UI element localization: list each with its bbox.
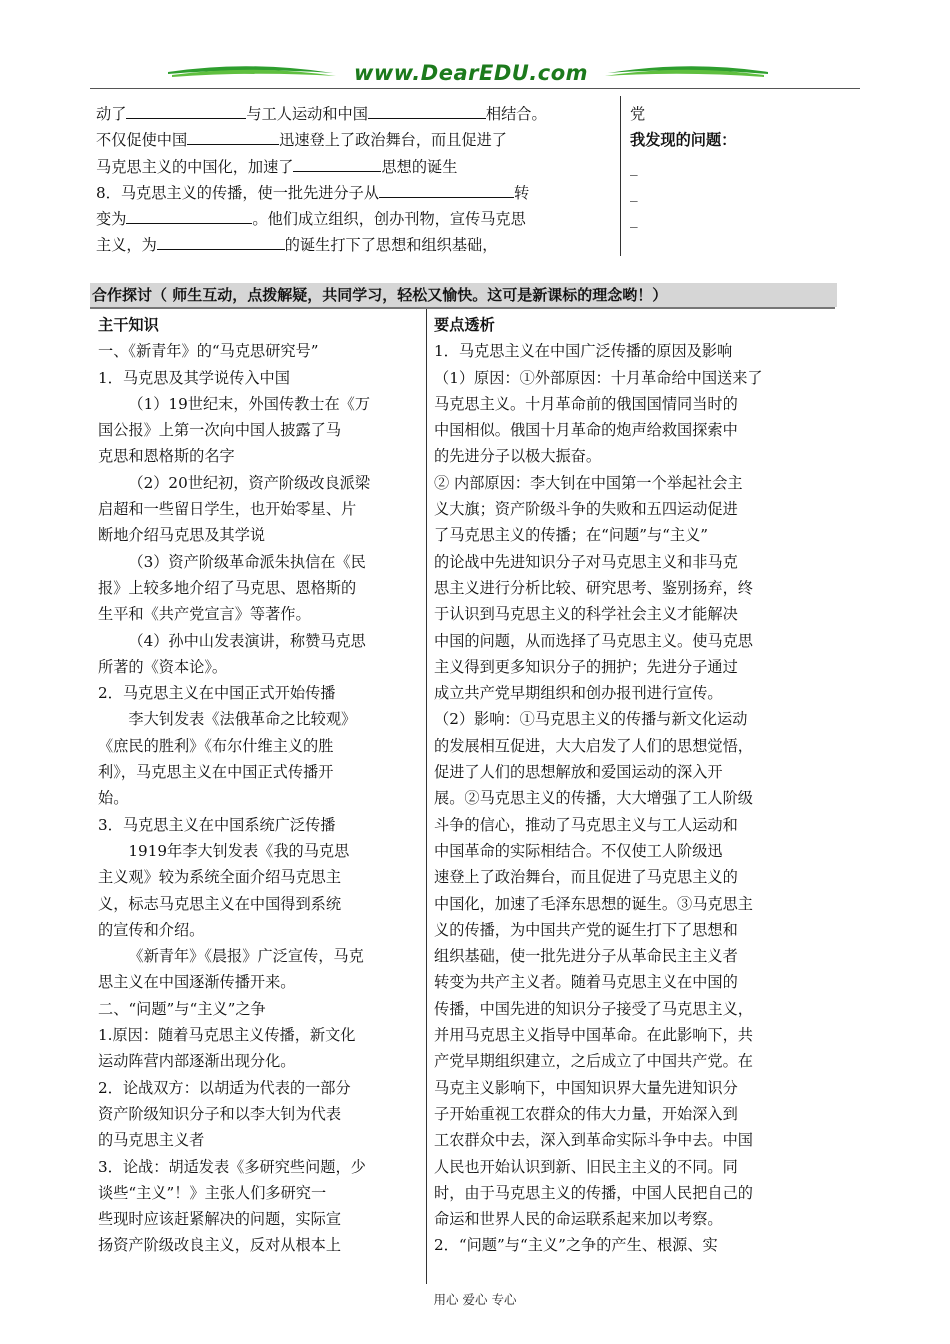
text-line: 2．马克思主义在中国正式开始传播: [98, 684, 336, 703]
fill-in-block: [96, 101, 547, 259]
text-line: 1919年李大钊发表《我的马克思: [128, 841, 350, 860]
text-line: 传播，中国先进的知识分子接受了马克思主义，: [434, 999, 753, 1018]
text-line: 义大旗；资产阶级斗争的失败和五四运动促进: [434, 500, 738, 519]
blank[interactable]: [157, 232, 285, 250]
main-knowledge-column: [98, 312, 370, 1259]
text-line: 始。: [98, 789, 129, 808]
column-heading: 主干知识: [98, 316, 159, 334]
text-line: 中国革命的实际相结合。不仅使工人阶级迅: [434, 841, 723, 860]
text-line: 展。②马克思主义的传播，大大增强了工人阶级: [434, 789, 753, 808]
text-line: 义的传播，为中国共产党的诞生打下了思想和: [434, 920, 738, 939]
text-line: 1.原因：随着马克思主义传播，新文化: [98, 1026, 356, 1045]
text-line: （3）资产阶级革命派朱执信在《民: [128, 552, 366, 571]
text-line: 国公报》上第一次向中国人披露了马: [98, 421, 341, 440]
text-line: 的论战中先进知识分子对马克思主义和非马克: [434, 552, 738, 571]
text-line: 于认识到马克思主义的科学社会主义才能解决: [434, 605, 738, 624]
text-line: （2）影响：①马克思主义的传播与新文化运动: [434, 710, 748, 729]
text-line: 马克思主义。十月革命前的俄国国情同当时的: [434, 394, 738, 413]
text-line: 生平和《共产党宣言》等著作。: [98, 605, 311, 624]
key-points-column: [434, 312, 763, 1259]
text-line: 的先进分子以极大振奋。: [434, 447, 602, 466]
blank-line-6: 主义，为 的诞生打下了思想和组织基础，: [96, 232, 547, 258]
blank[interactable]: [187, 127, 279, 145]
text-line: 1．马克思及其学说传入中国: [98, 368, 290, 387]
text-line: 思主义在中国逐渐传播开来。: [98, 973, 296, 992]
text-line: 3．论战：胡适发表《多研究些问题，少: [98, 1157, 366, 1176]
banner-underline: [90, 307, 835, 309]
text-line: （2）20世纪初，资产阶级改良派梁: [128, 473, 371, 492]
blank-line-5: 变为 。他们成立组织，创办刊物，宣传马克思: [96, 206, 547, 232]
text-line: 时，由于马克思主义的传播，中国人民把自己的: [434, 1183, 753, 1202]
text-line: 利》，马克思主义在中国正式传播开: [98, 763, 334, 782]
text-line: 运动阵营内部逐渐出现分化。: [98, 1052, 296, 1071]
text-line: 的宣传和介绍。: [98, 920, 205, 939]
notes-mark[interactable]: _: [630, 157, 638, 176]
text-line: 的发展相互促进，大大启发了人们的思想觉悟，: [434, 736, 753, 755]
text-line: 一、《新青年》的“马克思研究号”: [98, 342, 319, 361]
text-line: 《新青年》《晨报》广泛宣传，马克: [128, 947, 364, 966]
text-line: 思主义进行分析比较、研究思考、鉴别扬弃，终: [434, 578, 753, 597]
text-line: 断地介绍马克思及其学说: [98, 526, 266, 545]
text-line: 命运和世界人民的命运联系起来加以考察。: [434, 1210, 723, 1229]
text-line: 二、“问题”与“主义”之争: [98, 999, 266, 1018]
text-line: 中国化，加速了毛泽东思想的诞生。③马克思主: [434, 894, 753, 913]
text-line: 所著的《资本论》。: [98, 657, 228, 676]
page-footer: 用心 爱心 专心: [433, 1292, 517, 1307]
text-line: 李大钊发表《法俄革命之比较观》: [128, 710, 357, 729]
text-line: 马克主义影响下，中国知识界大量先进知识分: [434, 1078, 738, 1097]
blank-line-1: 动了 与工人运动和中国 相结合。: [96, 101, 547, 127]
text-line: 中国相似。俄国十月革命的炮声给救国探索中: [434, 421, 738, 440]
text-line: 成立共产党早期组织和创办报刊进行宣传。: [434, 684, 723, 703]
column-heading: 要点透析: [434, 316, 495, 334]
notes-word: 党: [630, 105, 646, 123]
text-line: 中国的问题，从而选择了马克思主义。使马克思: [434, 631, 753, 650]
text-line: 资产阶级知识分子和以李大钊为代表: [98, 1104, 341, 1123]
text-line: 些现时应该赶紧解决的问题，实际宣: [98, 1210, 341, 1229]
text-line: 1．马克思主义在中国广泛传播的原因及影响: [434, 342, 733, 361]
text-line: 并用马克思主义指导中国革命。在此影响下，共: [434, 1026, 753, 1045]
text-line: （1）19世纪末，外国传教士在《万: [128, 394, 371, 413]
text-line: 克思和恩格斯的名字: [98, 447, 235, 466]
text-line: 主义观》较为系统全面介绍马克思主: [98, 868, 341, 887]
text-line: 子开始重视工农群众的伟大力量，开始深入到: [434, 1104, 738, 1123]
blank[interactable]: [368, 101, 486, 119]
notes-mark[interactable]: _: [630, 183, 638, 202]
text-line: 谈些“主义”！》主张人们多研究一: [98, 1183, 327, 1202]
text-line: 速登上了政治舞台，而且促进了马克思主义的: [434, 868, 738, 887]
text-line: 组织基础，使一批先进分子从革命民主主义者: [434, 947, 738, 966]
text-line: 工农群众中去，深入到革命实际斗争中去。中国: [434, 1131, 753, 1150]
text-line: 主义得到更多知识分子的拥护；先进分子通过: [434, 657, 738, 676]
site-url: www.DearEDU.com: [353, 61, 589, 85]
blank-line-3: 马克思主义的中国化，加速了 思想的诞生: [96, 154, 547, 180]
text-line: （4）孙中山发表演讲，称赞马克思: [128, 631, 366, 650]
text-line: 产党早期组织建立，之后成立了中国共产党。在: [434, 1052, 753, 1071]
text-line: ② 内部原因：李大钊在中国第一个举起社会主: [434, 473, 743, 492]
text-line: 转变为共产主义者。随着马克思主义在中国的: [434, 973, 738, 992]
notes-title: 我发现的问题：: [630, 131, 737, 150]
text-line: 促进了人们的思想解放和爱国运动的深入开: [434, 763, 723, 782]
section-banner: 合作探讨（ 师生互动，点拨解疑，共同学习，轻松又愉快。这可是新课标的理念哟！）: [90, 283, 837, 307]
site-logo: [168, 58, 768, 92]
column-divider-top: [620, 96, 621, 256]
blank[interactable]: [293, 154, 381, 172]
text-line: （1）原因：①外部原因：十月革命给中国送来了: [434, 368, 763, 387]
text-line: 《庶民的胜利》《布尔什维主义的胜: [98, 736, 334, 755]
text-line: 报》上较多地介绍了马克思、恩格斯的: [98, 578, 357, 597]
text-line: 的马克思主义者: [98, 1131, 205, 1150]
text-line: 了马克思主义的传播；在“问题”与“主义”: [434, 526, 709, 545]
text-line: 斗争的信心，推动了马克思主义与工人运动和: [434, 815, 738, 834]
blank[interactable]: [126, 206, 252, 224]
column-divider: [426, 309, 427, 1284]
blank-line-4: 8．马克思主义的传播，使一批先进分子从 转: [96, 180, 547, 206]
text-line: 启超和一些留日学生，也开始零星、片: [98, 500, 357, 519]
blank[interactable]: [126, 101, 246, 119]
text-line: 义，标志马克思主义在中国得到系统: [98, 894, 341, 913]
text-line: 2．“问题”与“主义”之争的产生、根源、实: [434, 1236, 718, 1255]
notes-block: [630, 101, 736, 232]
text-line: 3．马克思主义在中国系统广泛传播: [98, 815, 336, 834]
header-rule: [90, 88, 860, 89]
text-line: 扬资产阶级改良主义，反对从根本上: [98, 1236, 341, 1255]
blank[interactable]: [379, 180, 514, 198]
text-line: 人民也开始认识到新、旧民主主义的不同。同: [434, 1157, 738, 1176]
blank-line-2: 不仅促使中国 迅速登上了政治舞台，而且促进了: [96, 127, 547, 153]
notes-mark: _: [630, 210, 638, 229]
text-line: 2．论战双方：以胡适为代表的一部分: [98, 1078, 351, 1097]
